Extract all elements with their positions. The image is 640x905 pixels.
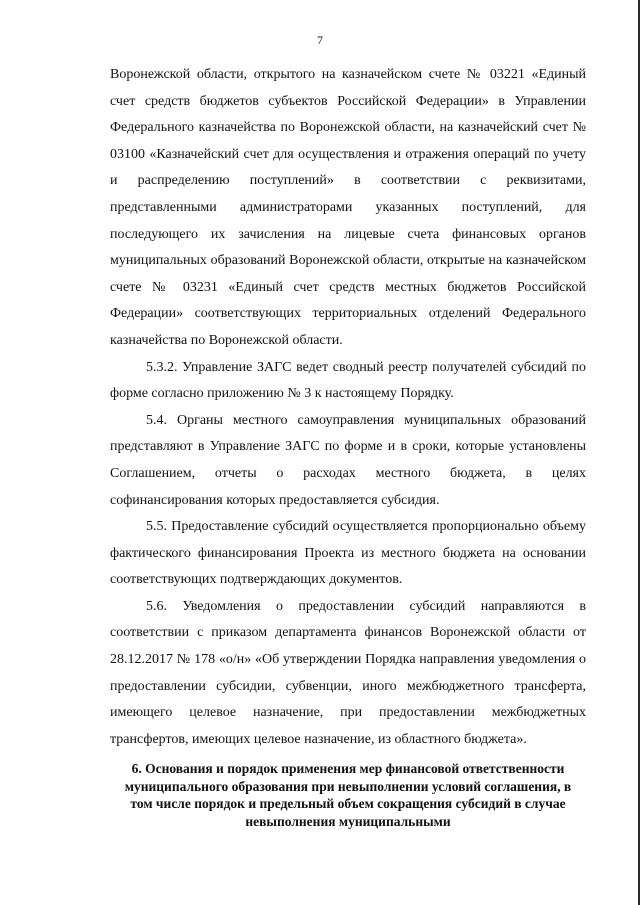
paragraph-5-4: 5.4. Органы местного самоуправления муниципальных образований представляют в Управление ЗАГС по форме и в сроки, которые установлены Соглашением, отчеты о расходах местного бюджета, в целях софинансирования которых предоставляется субсидия. bbox=[110, 412, 586, 508]
section-6-heading: 6. Основания и порядок применения мер финансовой ответственности муниципального образования при невыполнении условий соглашения, в том числе порядок и предельный объем сокращения субсидий в случае невыполнения муниципальными bbox=[124, 761, 572, 829]
page-number: 7 bbox=[317, 33, 323, 47]
paragraph-5-6: 5.6. Уведомления о предоставлении субсидий направляются в соответствии с приказом департамента финансов Воронежской области от 28.12.2017 № 178 «о/н» «Об утверждении Порядка направления уведомления о предоставлении субсидии, субвенции, иного межбюджетного трансферта, имеющего целевое назначение, при предоставлении межбюджетных трансфертов, имеющих целевое назначение, из областного бюджета». bbox=[110, 598, 586, 747]
paragraph-5-5: 5.5. Предоставление субсидий осуществляется пропорционально объему фактического финансирования Проекта из местного бюджета на основании соответствующих подтверждающих документов. bbox=[110, 519, 586, 588]
document-body bbox=[110, 62, 586, 753]
paragraph-5-3-2: 5.3.2. Управление ЗАГС ведет сводный реестр получателей субсидий по форме согласно приложению № 3 к настоящему Порядку. bbox=[110, 359, 586, 402]
paragraph-continuation: Воронежской области, открытого на казначейском счете № 03221 «Единый счет средств бюджетов субъектов Российской Федерации» в Управлении Федерального казначейства по Воронежской области, на казначейский счет № 03100 «Казначейский счет для осуществления и отражения операций по учету и распределению поступлений» в соответствии с реквизитами, представленными администраторами указанных поступлений, для последующего их зачисления на лицевые счета финансовых органов муниципальных образований Воронежской области, открытые на казначейском счете № 03231 «Единый счет средств местных бюджетов Российской Федерации» соответствующих территориальных отделений Федерального казначейства по Воронежской области. bbox=[110, 67, 586, 348]
